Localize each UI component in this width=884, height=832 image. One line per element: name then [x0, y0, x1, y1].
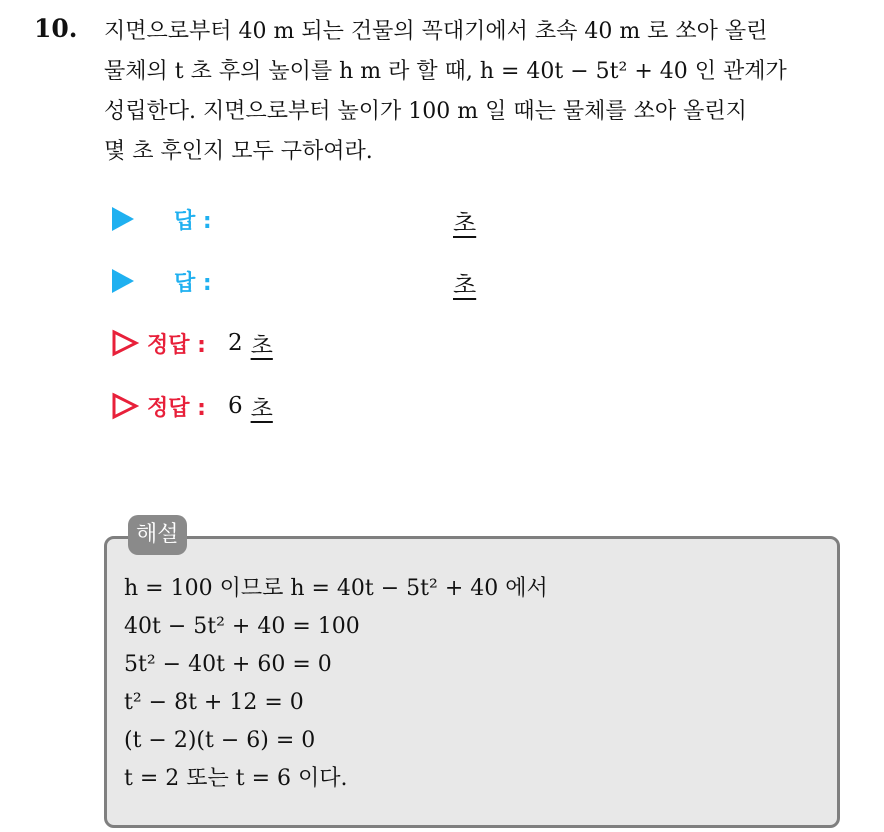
outline-triangle-icon	[111, 392, 139, 420]
play-arrow-icon	[112, 269, 134, 293]
explanation-line: h = 100 이므로 h = 40t − 5t² + 40 에서	[124, 576, 548, 601]
explanation-lines	[124, 570, 548, 798]
answer-unit: 초	[453, 271, 477, 299]
correct-answer-unit: 초	[250, 332, 273, 359]
answer-label: 답 :	[174, 208, 212, 234]
answer-row	[112, 199, 212, 239]
correct-answer-value: 6	[227, 393, 243, 419]
problem-line: 몇 초 후인지 모두 구하여라.	[104, 139, 373, 164]
correct-answer-row	[111, 323, 273, 363]
explanation-tag: 해설	[128, 515, 187, 555]
correct-answer-row	[111, 386, 273, 426]
problem-statement	[104, 12, 874, 172]
correct-answer-label: 정답 :	[147, 332, 206, 358]
outline-triangle-icon	[111, 329, 139, 357]
explanation-line: t = 2 또는 t = 6 이다.	[124, 766, 348, 791]
answer-row	[112, 261, 212, 301]
answer-unit: 초	[453, 209, 477, 237]
correct-answer-unit: 초	[250, 395, 273, 422]
problem-line: 물체의 t 초 후의 높이를 h m 라 할 때, h = 40t − 5t² + 40 인 관계가	[104, 59, 787, 84]
explanation-line: 40t − 5t² + 40 = 100	[124, 614, 360, 639]
play-arrow-icon	[112, 207, 134, 231]
explanation-line: (t − 2)(t − 6) = 0	[124, 728, 316, 753]
problem-number: 10.	[34, 14, 78, 43]
correct-answer-label: 정답 :	[147, 395, 206, 421]
answer-label: 답 :	[174, 270, 212, 296]
correct-answer-value: 2	[227, 330, 243, 356]
problem-line: 성립한다. 지면으로부터 높이가 100 m 일 때는 물체를 쏘아 올린지	[104, 99, 747, 124]
problem-line: 지면으로부터 40 m 되는 건물의 꼭대기에서 초속 40 m 로 쏘아 올린	[104, 19, 768, 44]
explanation-line: t² − 8t + 12 = 0	[124, 690, 304, 715]
explanation-line: 5t² − 40t + 60 = 0	[124, 652, 332, 677]
